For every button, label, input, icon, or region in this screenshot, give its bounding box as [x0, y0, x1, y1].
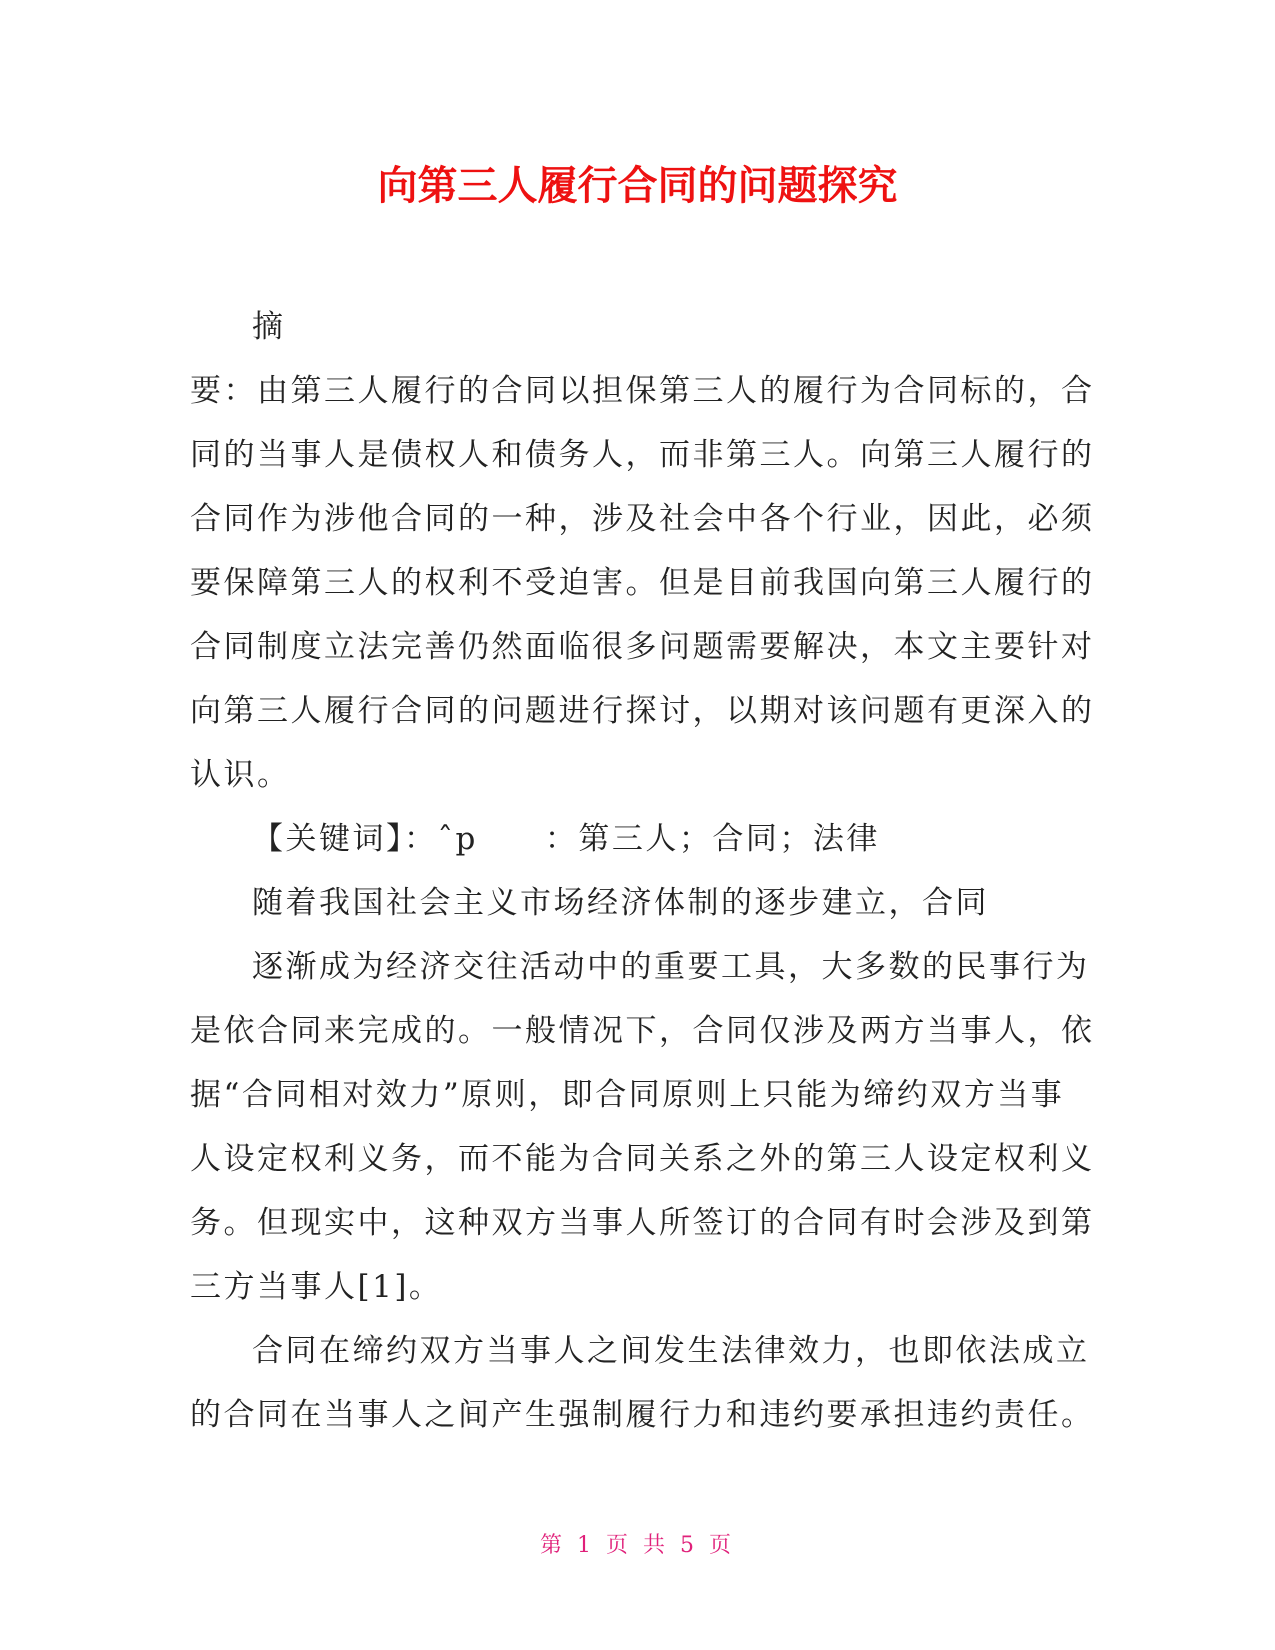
abstract-line: 认识。 [190, 757, 291, 793]
abstract-line: 向第三人履行合同的问题进行探讨，以期对该问题有更深入的 [190, 693, 1095, 729]
document-body [190, 295, 1095, 1447]
abstract-heading: 摘 [252, 309, 286, 345]
paragraph-line: 据“合同相对效力”原则，即合同原则上只能为缔约双方当事 [190, 1077, 1065, 1113]
paragraph-intro: 随着我国社会主义市场经济体制的逐步建立，合同 [252, 885, 989, 921]
paragraph-line: 三方当事人[1]。 [190, 1269, 443, 1305]
paragraph-line: 务。但现实中，这种双方当事人所签订的合同有时会涉及到第 [190, 1205, 1095, 1241]
paragraph-body [190, 935, 1095, 1319]
paragraph-effect [190, 1319, 1095, 1447]
document-title: 向第三人履行合同的问题探究 [377, 163, 898, 209]
paragraph-line: 的合同在当事人之间产生强制履行力和违约要承担违约责任。 [190, 1397, 1095, 1433]
abstract-line: 同的当事人是债权人和债务人，而非第三人。向第三人履行的 [190, 437, 1095, 473]
abstract-paragraph [190, 359, 1095, 807]
abstract-line: 要：由第三人履行的合同以担保第三人的履行为合同标的，合 [190, 373, 1095, 409]
abstract-line: 合同作为涉他合同的一种，涉及社会中各个行业，因此，必须 [190, 501, 1095, 537]
paragraph-line: 人设定权利义务，而不能为合同关系之外的第三人设定权利义 [190, 1141, 1095, 1177]
paragraph-line: 合同在缔约双方当事人之间发生法律效力，也即依法成立 [252, 1333, 1090, 1369]
abstract-line: 合同制度立法完善仍然面临很多问题需要解决，本文主要针对 [190, 629, 1095, 665]
paragraph-line: 是依合同来完成的。一般情况下，合同仅涉及两方当事人，依 [190, 1013, 1095, 1049]
keywords-line: 【关键词】：ˆp ：第三人；合同；法律 [252, 821, 880, 857]
abstract-line: 要保障第三人的权利不受迫害。但是目前我国向第三人履行的 [190, 565, 1095, 601]
page-footer: 第 1 页 共 5 页 [540, 1533, 735, 1558]
paragraph-line: 逐渐成为经济交往活动中的重要工具，大多数的民事行为 [252, 949, 1090, 985]
